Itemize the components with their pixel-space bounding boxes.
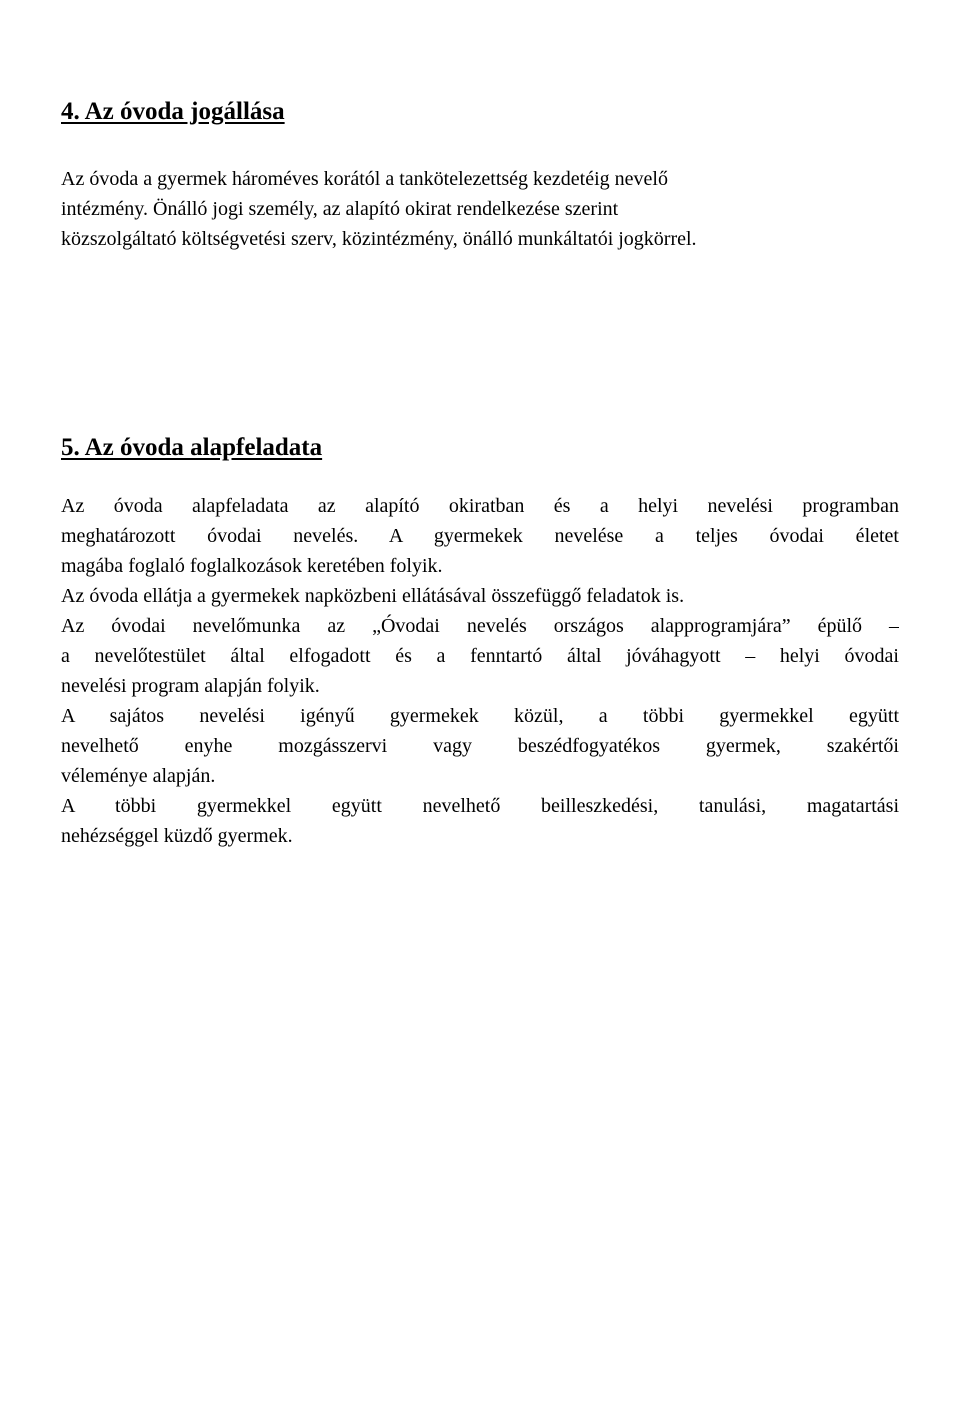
section-heading-jogallas: 4. Az óvoda jogállása xyxy=(61,98,285,125)
text-line: közszolgáltató költségvetési szerv, közintézmény, önálló munkáltatói jogkörrel. xyxy=(61,228,697,250)
text-line: Az óvoda a gyermek hároméves korától a tankötelezettség kezdetéig nevelő xyxy=(61,168,668,190)
section-body-alapfeladat xyxy=(61,491,899,851)
text-line: nehézséggel küzdő gyermek. xyxy=(61,825,293,847)
text-line: véleménye alapján. xyxy=(61,765,216,787)
text-line: meghatározott óvodai nevelés. A gyermekek nevelése a teljes óvodai életet xyxy=(61,525,899,547)
text-line: nevelhető enyhe mozgásszervi vagy beszédfogyatékos gyermek, szakértői xyxy=(61,735,899,757)
text-line: A sajátos nevelési igényű gyermekek közül, a többi gyermekkel együtt xyxy=(61,705,899,727)
section-heading-alapfeladat: 5. Az óvoda alapfeladata xyxy=(61,434,323,461)
text-line: intézmény. Önálló jogi személy, az alapító okirat rendelkezése szerint xyxy=(61,198,619,220)
text-line: Az óvoda ellátja a gyermekek napközbeni ellátásával összefüggő feladatok is. xyxy=(61,585,685,607)
section-body-jogallas xyxy=(61,164,899,254)
text-line: nevelési program alapján folyik. xyxy=(61,675,320,697)
text-line: Az óvodai nevelőmunka az „Óvodai nevelés országos alapprogramjára” épülő – xyxy=(61,615,899,637)
text-line: Az óvoda alapfeladata az alapító okiratban és a helyi nevelési programban xyxy=(61,495,899,517)
text-line: magába foglaló foglalkozások keretében folyik. xyxy=(61,555,443,577)
text-line: A többi gyermekkel együtt nevelhető beilleszkedési, tanulási, magatartási xyxy=(61,795,899,817)
text-line: a nevelőtestület által elfogadott és a fenntartó által jóváhagyott – helyi óvodai xyxy=(61,645,899,667)
